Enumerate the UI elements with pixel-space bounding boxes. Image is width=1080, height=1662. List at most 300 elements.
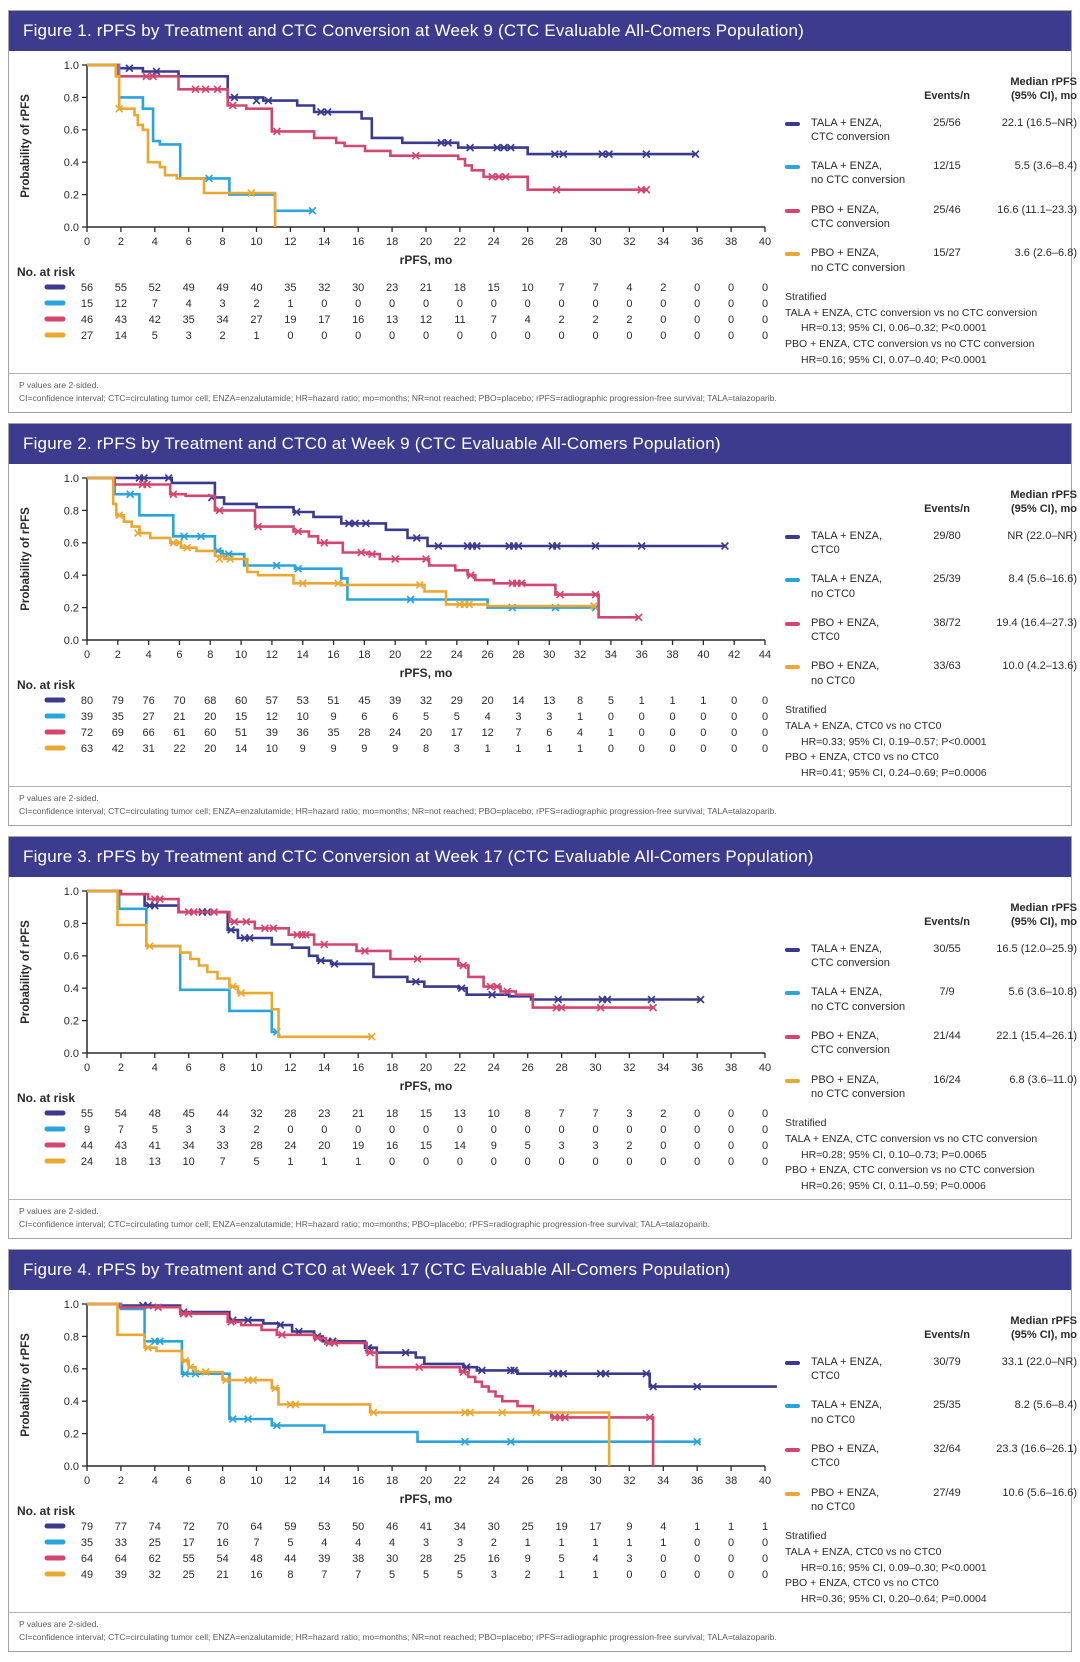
at-risk-value: 25 xyxy=(182,1569,195,1582)
at-risk-value: 1 xyxy=(253,330,260,342)
x-tick-label: 40 xyxy=(758,1475,772,1488)
at-risk-value: 1 xyxy=(484,743,491,756)
at-risk-value: 20 xyxy=(419,727,433,740)
legend-median-value: 22.1 (15.4–26.1) xyxy=(996,1029,1077,1042)
at-risk-value: 19 xyxy=(352,1140,365,1153)
at-risk-value: 0 xyxy=(761,1537,769,1550)
at-risk-value: 34 xyxy=(216,314,229,326)
legend-items xyxy=(785,942,1077,1101)
legend-swatch-icon xyxy=(785,622,800,626)
at-risk-value: 52 xyxy=(148,282,161,294)
y-tick-label: 0.8 xyxy=(63,505,79,518)
at-risk-value: 0 xyxy=(456,1156,463,1169)
km-chart-4 xyxy=(13,1296,783,1588)
legend-label: TALA + ENZA, no CTC0 xyxy=(811,573,883,600)
legend-item xyxy=(785,203,1077,232)
at-risk-value: 15 xyxy=(80,298,94,310)
x-tick-label: 18 xyxy=(385,1475,399,1488)
at-risk-value: 23 xyxy=(385,282,399,294)
legend-events-value: 12/15 xyxy=(933,160,961,173)
at-risk-value: 13 xyxy=(543,695,556,708)
legend-swatch-icon xyxy=(785,1361,800,1365)
at-risk-value: 3 xyxy=(592,1140,599,1153)
legend-events-value: 21/44 xyxy=(933,1029,961,1042)
figure-2-plot xyxy=(13,470,783,762)
at-risk-value: 1 xyxy=(558,1569,565,1582)
x-tick-label: 40 xyxy=(758,236,772,248)
x-tick-label: 6 xyxy=(185,236,192,248)
at-risk-value: 50 xyxy=(352,1521,365,1534)
at-risk-value: 12 xyxy=(419,314,433,326)
at-risk-value: 36 xyxy=(296,727,309,740)
at-risk-value: 3 xyxy=(546,711,553,724)
stratified-label: Stratified xyxy=(785,1530,827,1543)
at-risk-value: 0 xyxy=(321,1124,328,1137)
y-axis-label: Probability of rPFS xyxy=(20,1333,32,1437)
legend-swatch-icon xyxy=(785,122,800,126)
figure-3-title: Figure 3. rPFS by Treatment and CTC Conversion at Week 17 (CTC Evaluable All-Comers Population) xyxy=(9,837,1071,877)
at-risk-value: 0 xyxy=(389,1124,396,1137)
x-tick-label: 36 xyxy=(691,1062,704,1075)
x-tick-label: 22 xyxy=(453,236,467,248)
legend-label: TALA + ENZA, no CTC conversion xyxy=(811,986,906,1013)
legend-items xyxy=(785,529,1077,688)
at-risk-value: 14 xyxy=(234,743,248,756)
at-risk-value: 46 xyxy=(385,1521,399,1534)
x-tick-label: 30 xyxy=(589,1062,602,1075)
at-risk-value: 38 xyxy=(352,1553,365,1566)
at-risk-value: 7 xyxy=(219,1156,226,1169)
legend-median-value: 5.5 (3.6–8.4) xyxy=(1014,160,1077,173)
at-risk-value: 21 xyxy=(216,1569,229,1582)
x-tick-label: 32 xyxy=(573,649,587,662)
at-risk-value: 5 xyxy=(287,1537,294,1550)
legend-median-value: 22.1 (16.5–NR) xyxy=(1001,116,1077,129)
at-risk-value: 1 xyxy=(592,1569,599,1582)
footnote-line: CI=confidence interval; CTC=circulating tumor cell; ENZA=enzalutamide; HR=hazard ratio; mo=months; NR=not reached; PBO=placebo; rPFS=radiographic progression-free survival; TALA=talazoparib. xyxy=(19,805,777,816)
x-tick-label: 26 xyxy=(521,236,534,248)
at-risk-value: 0 xyxy=(694,1124,701,1137)
at-risk-value: 34 xyxy=(453,1521,467,1534)
legend-swatch-icon xyxy=(785,1492,800,1496)
legend-header-median: Median rPFS (95% CI), mo xyxy=(1010,489,1077,516)
at-risk-value: 0 xyxy=(660,1124,667,1137)
at-risk-value: 4 xyxy=(577,727,584,740)
at-risk-value: 16 xyxy=(216,1537,229,1550)
at-risk-value: 0 xyxy=(660,330,667,342)
x-tick-label: 8 xyxy=(219,236,226,248)
at-risk-value: 18 xyxy=(453,282,467,294)
km-chart-3 xyxy=(13,883,783,1175)
at-risk-value: 0 xyxy=(321,330,328,342)
y-tick-label: 0.0 xyxy=(63,221,79,234)
x-axis-label: rPFS, mo xyxy=(399,253,453,267)
at-risk-value: 0 xyxy=(638,743,645,756)
legend-events-value: 7/9 xyxy=(939,986,955,999)
at-risk-value: 4 xyxy=(592,1553,599,1566)
x-tick-label: 6 xyxy=(185,1062,192,1075)
at-risk-value: 5 xyxy=(422,711,430,724)
legend-label: PBO + ENZA, CTC0 xyxy=(811,1442,880,1470)
y-tick-label: 0.0 xyxy=(63,1047,79,1060)
at-risk-value: 0 xyxy=(355,330,362,342)
at-risk-value: 7 xyxy=(515,727,522,740)
at-risk-value: 3 xyxy=(456,1537,463,1550)
x-tick-label: 20 xyxy=(419,236,433,248)
at-risk-value: 0 xyxy=(287,1124,294,1137)
at-risk-value: 4 xyxy=(389,1537,396,1550)
at-risk-value: 18 xyxy=(385,1108,399,1121)
legend-header-events: Events/n xyxy=(924,916,970,929)
at-risk-label: No. at risk xyxy=(17,1091,76,1106)
legend-swatch-icon xyxy=(785,1448,800,1452)
at-risk-value: 0 xyxy=(456,1124,463,1137)
x-tick-label: 0 xyxy=(83,236,91,248)
legend-item xyxy=(785,529,1077,558)
at-risk-value: 0 xyxy=(694,1553,701,1566)
at-risk-value: 5 xyxy=(389,1569,396,1582)
at-risk-value: 0 xyxy=(728,1140,735,1153)
legend-median-value: 16.5 (12.0–25.9) xyxy=(996,942,1077,955)
at-risk-value: 20 xyxy=(204,711,217,724)
footnote-line: CI=confidence interval; CTC=circulating tumor cell; ENZA=enzalutamide; HR=hazard ratio; mo=months; PBO=placebo; rPFS=radiographic progression-free survival; TALA=talazoparib. xyxy=(19,1219,710,1230)
at-risk-value: 2 xyxy=(660,282,667,294)
at-risk-value: 0 xyxy=(389,298,396,310)
legend-header-median: Median rPFS (95% CI), mo xyxy=(1010,902,1077,929)
at-risk-value: 0 xyxy=(524,330,531,342)
at-risk-value: 1 xyxy=(660,1537,667,1550)
x-tick-label: 14 xyxy=(318,1062,331,1075)
at-risk-value: 42 xyxy=(148,314,161,326)
legend-item xyxy=(785,1486,1077,1515)
at-risk-value: 0 xyxy=(490,298,497,310)
legend-item xyxy=(785,1355,1077,1384)
at-risk-value: 7 xyxy=(117,1124,124,1137)
footnote-line: CI=confidence interval; CTC=circulating tumor cell; ENZA=enzalutamide; HR=hazard ratio; mo=months; NR=not reached; PBO=placebo; rPFS=radiographic progression-free survival; TALA=talazoparib. xyxy=(19,392,777,403)
legend-median-value: 8.4 (5.6–16.6) xyxy=(1008,573,1077,586)
x-tick-label: 0 xyxy=(83,1062,91,1075)
legend-item xyxy=(785,159,1077,188)
at-risk-value: 15 xyxy=(487,282,500,294)
legend-item xyxy=(785,572,1077,601)
at-risk-value: 10 xyxy=(182,1156,195,1169)
km-curve xyxy=(87,65,648,190)
x-tick-label: 22 xyxy=(419,649,433,662)
x-tick-label: 24 xyxy=(450,649,463,662)
stratified-hr: HR=0.16; 95% CI, 0.09–0.30; P<0.0001 xyxy=(801,1561,987,1574)
at-risk-value: 57 xyxy=(265,695,279,708)
at-risk-value: 1 xyxy=(515,743,522,756)
legend-items xyxy=(785,1355,1077,1514)
legend-events-value: 16/24 xyxy=(933,1073,961,1086)
legend-events-value: 29/80 xyxy=(933,529,961,542)
at-risk-value: 11 xyxy=(454,314,466,326)
figure-1-plot xyxy=(13,57,783,349)
at-risk-value: 34 xyxy=(182,1140,195,1153)
legend-median-value: 33.1 (22.0–NR) xyxy=(1001,1355,1077,1368)
legend-label: TALA + ENZA, CTC0 xyxy=(811,529,883,556)
at-risk-value: 15 xyxy=(419,1108,433,1121)
at-risk-value: 0 xyxy=(694,298,701,310)
x-tick-label: 12 xyxy=(284,236,297,248)
at-risk-value: 0 xyxy=(660,298,667,310)
at-risk-value: 3 xyxy=(626,1553,633,1566)
at-risk-value: 30 xyxy=(352,282,365,294)
figure-3-stratified xyxy=(785,1116,1077,1195)
at-risk-value: 48 xyxy=(148,1108,161,1121)
at-risk-value: 60 xyxy=(234,695,248,708)
stratified-hr: HR=0.28; 95% CI, 0.10–0.73; P=0.0065 xyxy=(801,1148,987,1161)
legend-median-value: 5.6 (3.6–10.8) xyxy=(1008,986,1077,999)
at-risk-value: 1 xyxy=(287,298,294,310)
at-risk-value: 0 xyxy=(389,330,396,342)
stratified-hr: HR=0.33; 95% CI, 0.19–0.57; P<0.0001 xyxy=(801,735,987,748)
at-risk-value: 10 xyxy=(487,1108,500,1121)
at-risk-value: 5 xyxy=(151,1124,158,1137)
legend-events-value: 38/72 xyxy=(933,616,961,629)
x-tick-label: 30 xyxy=(589,236,602,248)
x-tick-label: 18 xyxy=(358,649,371,662)
legend-median-value: 23.3 (16.6–26.1) xyxy=(996,1442,1077,1455)
at-risk-value: 0 xyxy=(626,1156,633,1169)
legend-items xyxy=(785,116,1077,275)
figure-3-legend xyxy=(783,883,1080,1195)
figure-1-legend xyxy=(783,57,1080,369)
footnote-line: P values are 2-sided. xyxy=(19,1618,99,1629)
at-risk-value: 9 xyxy=(330,711,337,724)
at-risk-value: 0 xyxy=(731,727,738,740)
figure-3-card xyxy=(8,836,1077,1239)
x-tick-label: 26 xyxy=(521,1475,534,1488)
at-risk-value: 0 xyxy=(694,1156,701,1169)
legend-events-value: 27/49 xyxy=(933,1486,961,1499)
y-tick-label: 0.4 xyxy=(63,570,79,583)
figure-1-card xyxy=(8,10,1077,413)
at-risk-value: 7 xyxy=(558,1108,565,1121)
at-risk-value: 6 xyxy=(546,727,553,740)
at-risk-value: 3 xyxy=(558,1140,565,1153)
at-risk-value: 27 xyxy=(142,711,155,724)
x-tick-label: 2 xyxy=(117,1475,124,1488)
at-risk-value: 8 xyxy=(524,1108,531,1121)
at-risk-value: 1 xyxy=(287,1156,294,1169)
figure-2-title: Figure 2. rPFS by Treatment and CTC0 at Week 9 (CTC Evaluable All-Comers Population) xyxy=(9,424,1071,464)
at-risk-value: 19 xyxy=(284,314,297,326)
at-risk-value: 74 xyxy=(148,1521,161,1534)
legend-median-value: 6.8 (3.6–11.0) xyxy=(1009,1073,1077,1086)
at-risk-value: 1 xyxy=(546,743,553,756)
legend-item xyxy=(785,659,1077,688)
at-risk-value: 0 xyxy=(761,1553,769,1566)
y-axis-label: Probability of rPFS xyxy=(20,920,32,1024)
at-risk-value: 0 xyxy=(728,298,735,310)
at-risk-value: 31 xyxy=(142,743,155,756)
y-tick-label: 0.2 xyxy=(63,602,79,615)
at-risk-value: 0 xyxy=(761,695,769,708)
at-risk-value: 12 xyxy=(114,298,128,310)
at-risk-value: 69 xyxy=(111,727,124,740)
stratified-comparison: TALA + ENZA, CTC conversion vs no CTC conversion xyxy=(785,1132,1038,1145)
at-risk-value: 10 xyxy=(265,743,279,756)
x-tick-label: 28 xyxy=(555,1062,568,1075)
at-risk-value: 3 xyxy=(185,330,192,342)
at-risk-value: 68 xyxy=(204,695,217,708)
at-risk-value: 0 xyxy=(761,1124,769,1137)
legend-swatch-icon xyxy=(785,1035,800,1039)
figure-1-stratified xyxy=(785,290,1077,369)
x-axis-label: rPFS, mo xyxy=(399,666,453,681)
at-risk-value: 0 xyxy=(490,1124,497,1137)
at-risk-value: 0 xyxy=(731,711,738,724)
at-risk-value: 18 xyxy=(114,1156,128,1169)
at-risk-value: 1 xyxy=(607,727,614,740)
at-risk-value: 4 xyxy=(484,711,491,724)
at-risk-value: 9 xyxy=(299,743,306,756)
at-risk-value: 1 xyxy=(524,1537,531,1550)
at-risk-value: 0 xyxy=(660,1553,667,1566)
x-tick-label: 4 xyxy=(151,1475,158,1488)
at-risk-value: 5 xyxy=(558,1553,565,1566)
x-tick-label: 18 xyxy=(385,236,399,248)
figure-4-title: Figure 4. rPFS by Treatment and CTC0 at Week 17 (CTC Evaluable All-Comers Population) xyxy=(9,1250,1071,1290)
at-risk-value: 21 xyxy=(419,282,433,294)
x-tick-label: 10 xyxy=(250,1062,263,1075)
legend-label: PBO + ENZA, no CTC0 xyxy=(811,660,880,687)
figure-3-plot xyxy=(13,883,783,1175)
x-tick-label: 32 xyxy=(623,236,636,248)
at-risk-value: 0 xyxy=(558,298,565,310)
legend-median-value: 3.6 (2.6–6.8) xyxy=(1014,247,1077,260)
at-risk-label: No. at risk xyxy=(17,678,76,693)
at-risk-value: 3 xyxy=(626,1108,633,1121)
at-risk-value: 49 xyxy=(216,282,229,294)
at-risk-value: 79 xyxy=(111,695,124,708)
x-tick-label: 8 xyxy=(219,1062,226,1075)
at-risk-value: 0 xyxy=(761,330,769,342)
legend-item xyxy=(785,616,1077,645)
figure-4-plot xyxy=(13,1296,783,1588)
x-tick-label: 20 xyxy=(419,1475,433,1488)
at-risk-value: 35 xyxy=(284,282,297,294)
at-risk-value: 21 xyxy=(352,1108,365,1121)
x-tick-label: 40 xyxy=(758,1062,772,1075)
legend-label: TALA + ENZA, CTC0 xyxy=(811,1355,883,1383)
footnote-line: P values are 2-sided. xyxy=(19,792,99,803)
at-risk-value: 0 xyxy=(638,727,645,740)
stratified-comparison: TALA + ENZA, CTC0 vs no CTC0 xyxy=(785,1545,942,1558)
x-tick-label: 16 xyxy=(352,1062,365,1075)
at-risk-value: 0 xyxy=(761,743,769,756)
at-risk-value: 42 xyxy=(111,743,124,756)
stratified-hr: HR=0.36; 95% CI, 0.20–0.64; P=0.0004 xyxy=(801,1593,987,1606)
y-tick-label: 0.4 xyxy=(63,983,79,996)
at-risk-value: 0 xyxy=(761,727,769,740)
at-risk-value: 0 xyxy=(626,1124,633,1137)
y-tick-label: 0.6 xyxy=(63,537,79,550)
at-risk-value: 7 xyxy=(253,1537,260,1550)
at-risk-value: 0 xyxy=(761,314,769,326)
x-tick-label: 6 xyxy=(176,649,183,662)
at-risk-value: 10 xyxy=(296,711,309,724)
at-risk-value: 3 xyxy=(185,1124,192,1137)
at-risk-value: 0 xyxy=(731,743,738,756)
figure-4-legend xyxy=(783,1296,1080,1608)
at-risk-value: 3 xyxy=(490,1569,497,1582)
at-risk-value: 0 xyxy=(524,1156,531,1169)
at-risk-value: 1 xyxy=(355,1156,362,1169)
at-risk-value: 0 xyxy=(694,1108,701,1121)
stratified-hr: HR=0.26; 95% CI, 0.11–0.59; P=0.0006 xyxy=(801,1180,986,1193)
at-risk-value: 0 xyxy=(287,330,294,342)
at-risk-value: 27 xyxy=(250,314,263,326)
at-risk-value: 0 xyxy=(607,711,614,724)
x-tick-label: 10 xyxy=(250,1475,263,1488)
at-risk-value: 1 xyxy=(558,1537,565,1550)
figure-2-card xyxy=(8,423,1077,826)
at-risk-value: 0 xyxy=(694,282,701,294)
x-tick-label: 12 xyxy=(284,1475,297,1488)
y-tick-label: 0.4 xyxy=(63,1396,79,1409)
x-tick-label: 34 xyxy=(657,1475,670,1488)
legend-label: TALA + ENZA, CTC conversion xyxy=(811,116,890,143)
at-risk-value: 5 xyxy=(453,711,460,724)
x-tick-label: 34 xyxy=(604,649,618,662)
at-risk-value: 0 xyxy=(761,282,769,294)
x-tick-label: 0 xyxy=(83,1475,91,1488)
y-tick-label: 0.4 xyxy=(63,157,79,170)
at-risk-value: 0 xyxy=(728,1553,735,1566)
stratified-hr: HR=0.13; 95% CI, 0.06–0.32; P<0.0001 xyxy=(801,322,987,335)
legend-median-value: 10.0 (4.2–13.6) xyxy=(1002,660,1077,673)
at-risk-value: 70 xyxy=(173,695,186,708)
at-risk-value: 7 xyxy=(592,1108,599,1121)
at-risk-value: 32 xyxy=(318,282,331,294)
at-risk-value: 14 xyxy=(453,1140,467,1153)
at-risk-value: 0 xyxy=(592,1156,599,1169)
at-risk-value: 28 xyxy=(419,1553,433,1566)
figure-1-title: Figure 1. rPFS by Treatment and CTC Conversion at Week 9 (CTC Evaluable All-Comers Population) xyxy=(9,11,1071,51)
at-risk-value: 12 xyxy=(265,711,279,724)
at-risk-value: 0 xyxy=(761,1569,769,1582)
x-tick-label: 8 xyxy=(207,649,214,662)
figure-3-footnote xyxy=(9,1199,1071,1238)
legend-swatch-icon xyxy=(785,665,800,669)
at-risk-value: 10 xyxy=(521,282,534,294)
at-risk-value: 0 xyxy=(626,298,633,310)
stratified-hr: HR=0.16; 95% CI, 0.07–0.40; P<0.0001 xyxy=(801,353,987,366)
legend-swatch-icon xyxy=(785,252,800,256)
stratified-comparison: PBO + ENZA, CTC0 vs no CTC0 xyxy=(785,1577,939,1590)
at-risk-value: 5 xyxy=(456,1569,463,1582)
x-tick-label: 14 xyxy=(318,236,331,248)
at-risk-value: 32 xyxy=(250,1108,263,1121)
at-risk-value: 0 xyxy=(626,330,633,342)
at-risk-value: 66 xyxy=(142,727,155,740)
at-risk-value: 39 xyxy=(80,711,94,724)
legend-events-value: 15/27 xyxy=(933,247,961,260)
x-tick-label: 44 xyxy=(758,649,772,662)
legend-header-median: Median rPFS (95% CI), mo xyxy=(1010,76,1077,103)
at-risk-value: 9 xyxy=(330,743,337,756)
at-risk-value: 1 xyxy=(321,1156,328,1169)
at-risk-value: 43 xyxy=(114,1140,128,1153)
at-risk-value: 60 xyxy=(204,727,217,740)
legend-item xyxy=(785,246,1077,275)
x-axis-label: rPFS, mo xyxy=(399,1492,453,1507)
at-risk-value: 0 xyxy=(761,1156,769,1169)
at-risk-value: 79 xyxy=(80,1521,94,1534)
at-risk-value: 0 xyxy=(694,330,701,342)
